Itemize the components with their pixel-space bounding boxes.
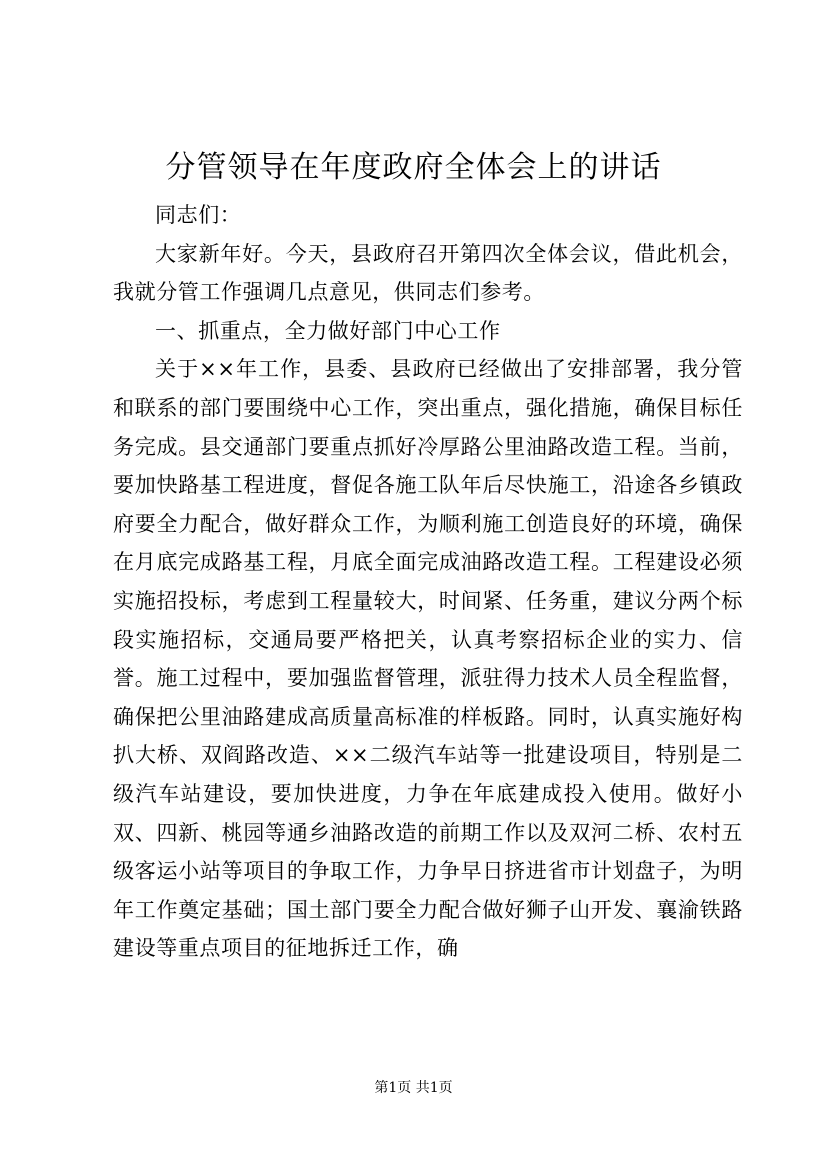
salutation-paragraph: 同志们：	[155, 203, 242, 227]
body-paragraph: 关于××年工作，县委、县政府已经做出了安排部署，我分管和联系的部门要围绕中心工作，突出重点，强化措施，确保目标任务完成。县交通部门要重点抓好冷厚路公里油路改造工程。当前，要加快路基工程进度，督促各施工队年后尽快施工，沿途各乡镇政府要全力配合，做好群众工作，为顺利施工创造良好的环境，确保在月底完成路基工程，月底全面完成油路改造工程。工程建设必须实施招投标，考虑到工程量较大，时间紧、任务重，建议分两个标段实施招标，交通局要严格把关，认真考察招标企业的实力、信誉。施工过程中，要加强监督管理，派驻得力技术人员全程监督，确保把公里油路建成高质量高标准的样板路。同时，认真实施好构扒大桥、双阎路改造、××二级汽车站等一批建设项目，特别是二级汽车站建设，要加快进度，力争在年底建成投入使用。做好小双、四新、桃园等通乡油路改造的前期工作以及双河二桥、农村五级客运小站等项目的争取工作，力争早日挤进省市计划盘子，为明年工作奠定基础；国土部门要全力配合做好狮子山开发、襄渝铁路建设等重点项目的征地拆迁工作，确	[113, 357, 743, 961]
document-body	[113, 196, 743, 968]
section-heading: 一、抓重点，全力做好部门中心工作	[155, 318, 501, 343]
document-title: 分管领导在年度政府全体会上的讲话	[165, 150, 662, 185]
intro-paragraph: 大家新年好。今天，县政府召开第四次全体会议，借此机会，我就分管工作强调几点意见，供同志们参考。	[113, 241, 743, 305]
page-footer: 第1页 共1页	[374, 1080, 453, 1096]
